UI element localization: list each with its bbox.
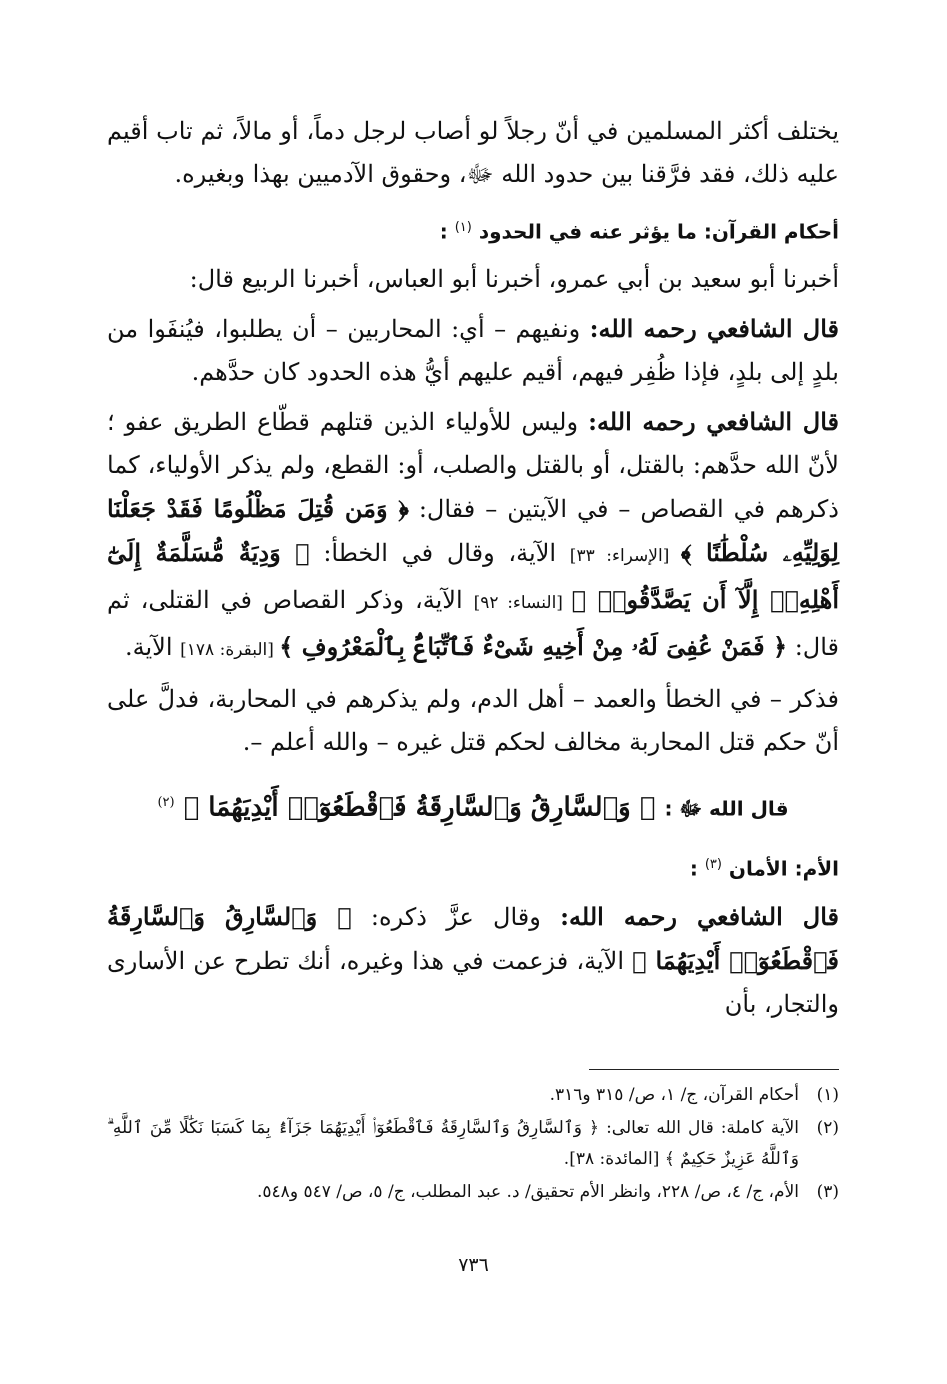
paragraph-2-text: أخبرنا أبو سعيد بن أبي عمرو، أخبرنا أبو العباس، أخبرنا الربيع قال: bbox=[189, 264, 839, 293]
paragraph-4-text-d: الآية. bbox=[124, 632, 181, 661]
paragraph-4-text-c: الآية، وذكر القصاص في القتلى، ثم قال: bbox=[107, 585, 839, 661]
footnote-ref-3: (٣) bbox=[704, 857, 722, 873]
paragraph-5-text: فذكر – في الخطأ والعمد – أهل الدم، ولم يذكرهم في المحاربة، فدلَّ على أنّ حكم قتل المحاربة مخالف لحكم قتل غيره – والله أعلم –. bbox=[107, 684, 839, 756]
verse-heading bbox=[107, 778, 839, 834]
heading-text: الأم: الأمان bbox=[728, 856, 839, 881]
paragraph-1 bbox=[107, 110, 839, 196]
paragraph-4-text-b: الآية، وقال في الخطأ: bbox=[309, 538, 570, 567]
paragraph-3-text: ونفيهم – أي: المحاربين – أن يطلبوا، فيُنفَوا من بلدٍ إلى بلدٍ، فإذا ظُفِر فيهم، أقيم عليهم أيُّ هذه الحدود كان حدَّهم. bbox=[107, 314, 839, 386]
heading-text: أحكام القرآن: ما يؤثر عنه في الحدود bbox=[478, 219, 839, 244]
paragraph-6-text-a: وقال عزَّ ذكره: bbox=[351, 902, 561, 931]
paragraph-3 bbox=[107, 307, 839, 394]
footnote-number: (٣) bbox=[816, 1182, 839, 1202]
paragraph-5 bbox=[107, 678, 839, 764]
paragraph-6-text-b: الآية، فزعمت في هذا وغيره، أنك تطرح عن الأسارى والتجار، بأن bbox=[107, 946, 839, 1018]
page-number: ٧٣٦ bbox=[458, 1254, 489, 1276]
paragraph-6 bbox=[107, 895, 839, 1026]
shafii-lead: قال الشافعي رحمه الله: bbox=[588, 406, 839, 436]
paragraph-2 bbox=[107, 258, 839, 301]
paragraph-1-text: يختلف أكثر المسلمين في أنّ رجلاً لو أصاب لرجل دماً، أو مالاً، ثم تاب أقيم عليه ذلك، فقد فرَّقنا بين حدود الله ﷻ، وحقوق الآدميين بهذا وبغيره. bbox=[107, 117, 840, 188]
page-body bbox=[107, 110, 839, 1032]
quran-ref-baqara: [البقرة: ١٧٨] bbox=[180, 639, 280, 660]
footnote-item bbox=[107, 1113, 839, 1175]
shafii-lead: قال الشافعي رحمه الله: bbox=[560, 901, 839, 931]
quran-quote-maida: ﴿ وَٱلسَّارِقُ وَٱلسَّارِقَةُ فَٱقْطَعُوٓا۟ أَيْدِيَهُمَا ﴾ bbox=[107, 901, 840, 975]
heading-colon: : bbox=[689, 856, 698, 881]
quran-quote-nisa: ﴿ وَدِيَةٌ مُّسَلَّمَةٌ إِلَىٰٓ أَهْلِهِۦٓ إِلَّآ أَن يَصَّدَّقُوا۟ ﴾ bbox=[107, 537, 839, 614]
heading-colon: : bbox=[439, 219, 448, 244]
paragraph-4-text-a: وليس للأولياء الذين قتلهم قطّاع الطريق عفو ؛ لأنّ الله حدَّهم: بالقتل، أو بالقتل والصلب، أو: القطع، ولم يذكر الأولياء، كما ذكرهم في القصاص – في الآيتين – فقال: bbox=[107, 407, 839, 523]
footnote-number: (١) bbox=[816, 1085, 839, 1105]
section-heading-ahkam bbox=[107, 210, 839, 250]
paragraph-4 bbox=[107, 400, 839, 672]
footnote-divider bbox=[589, 1069, 839, 1070]
quran-quote-baqara: ﴿ فَمَنْ عُفِىَ لَهُۥ مِنْ أَخِيهِ شَىْءٌ فَٱتِّبَاعٌۢ بِٱلْمَعْرُوفِ ﴾ bbox=[279, 631, 788, 661]
quran-quote-isra: ﴿ وَمَن قُتِلَ مَظْلُومًا فَقَدْ جَعَلْنَا لِوَلِيِّهِۦ سُلْطَٰنًا ﴾ bbox=[107, 493, 839, 567]
verse-text: ﴿ وَٱلسَّارِقُ وَٱلسَّارِقَةُ فَٱقْطَعُوٓا۟ أَيْدِيَهُمَا ﴾ bbox=[174, 792, 665, 823]
quran-ref-isra: [الإسراء: ٣٣] bbox=[569, 545, 681, 566]
footnote-ref-1: (١) bbox=[454, 220, 472, 235]
quran-ref-nisa: [النساء: ٩٢] bbox=[473, 592, 572, 613]
footnote-number: (٢) bbox=[816, 1118, 839, 1138]
footnote-item bbox=[107, 1080, 839, 1111]
footnotes bbox=[107, 1080, 839, 1210]
footnote-item bbox=[107, 1177, 839, 1208]
footnote-text: أحكام القرآن، ج/ ١، ص/ ٣١٥ و٣١٦. bbox=[549, 1085, 799, 1105]
shafii-lead: قال الشافعي رحمه الله: bbox=[589, 313, 839, 343]
footnote-ref-2: (٢) bbox=[157, 794, 175, 810]
footnote-text: الأم، ج/ ٤، ص/ ٢٢٨، وانظر الأم تحقيق/ د. عبد المطلب، ج/ ٥، ص/ ٥٤٧ و٥٤٨. bbox=[257, 1182, 799, 1202]
section-heading-umm bbox=[107, 847, 839, 887]
verse-lead: قال الله ﷻ : bbox=[664, 796, 789, 821]
footnote-text: الآية كاملة: قال الله تعالى: ﴿ وَٱلسَّارِقُ وَٱلسَّارِقَةُ فَٱقْطَعُوٓا۟ أَيْدِيَهُمَا جَزَآءًۢ بِمَا كَسَبَا نَكَٰلًا مِّنَ ٱللَّهِ ۗ وَٱللَّهُ عَزِيزٌ حَكِيمٌ ﴾ [المائدة: ٣٨]. bbox=[107, 1118, 799, 1169]
